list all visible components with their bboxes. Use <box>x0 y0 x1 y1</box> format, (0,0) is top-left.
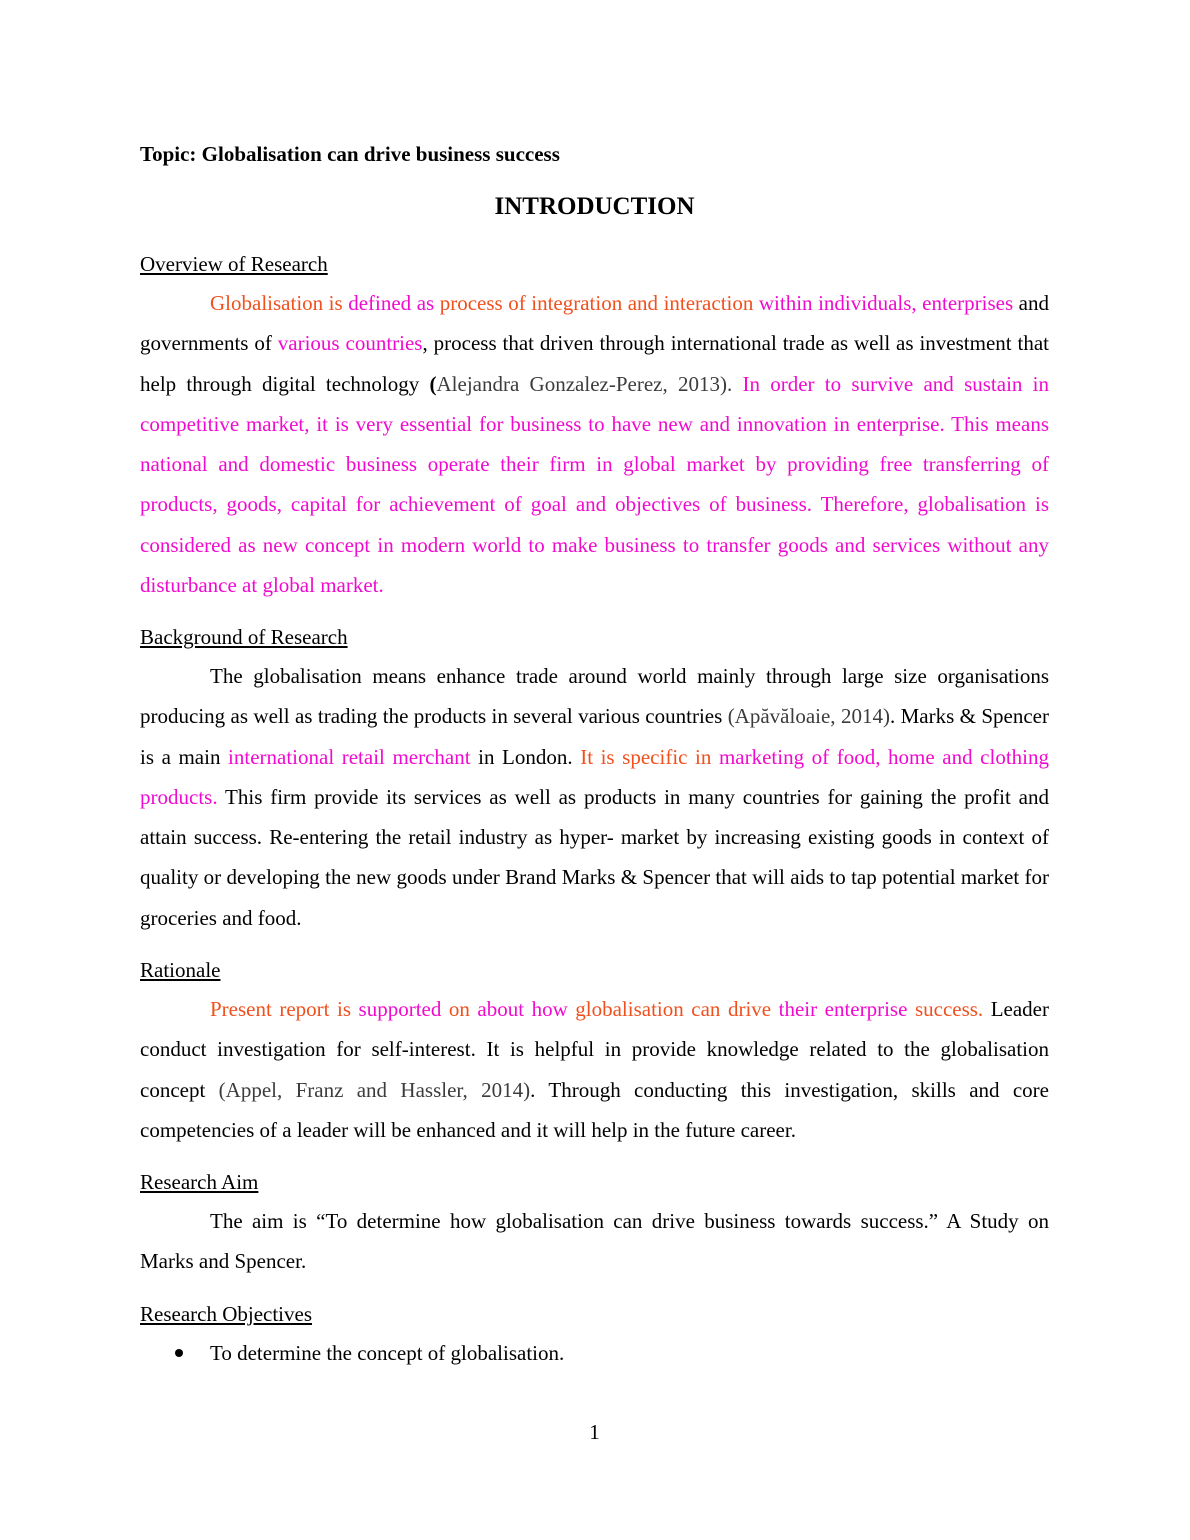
citation: (Apăvăloaie, 2014) <box>727 704 890 729</box>
text-run: Globalisation is <box>210 291 349 315</box>
text-run: . Through conducting this investigation, skills and core competencies of a leader will be enhanced and it will help in the future career. <box>140 1077 1050 1142</box>
text-run: in London. <box>470 744 581 769</box>
objectives-list <box>140 1339 1049 1367</box>
text-run: about how <box>477 997 576 1021</box>
text-run: , process that driven through international trade as well as investment that help through digital technology <box>140 331 1049 396</box>
text-run: In order to survive and sustain in competitive market, it is very essential for business to have new and innovation in enterprise. This means national and domestic business operate their firm in global market by providing free transferring of products, goods, capital for achievement of goal and objectives of business. Therefore, globalisation is considered as new concept in modern world to make business to transfer goods and services without any disturbance at global market. <box>140 371 1049 598</box>
rationale-heading: Rationale <box>140 958 221 982</box>
text-run: on <box>441 997 478 1021</box>
objectives-heading: Research Objectives <box>140 1302 313 1326</box>
background-paragraph <box>140 656 1049 938</box>
text-run: process of integration and interaction <box>439 291 759 315</box>
text-run: defined as <box>348 291 440 315</box>
overview-heading: Overview of Research <box>140 252 328 276</box>
text-run: supported <box>358 997 442 1021</box>
text-run: This firm provide its services as well as products in many countries for gaining the profit and attain success. Re-entering the retail industry as hyper- market by increasing existing goods in context of quality or developing the new goods under Brand Marks & Spencer that will aids to tap potential market for groceries and food. <box>140 784 1049 930</box>
text-run: Present report is <box>210 997 359 1021</box>
citation: (Appel, Franz and Hassler, 2014) <box>218 1077 531 1102</box>
text-run: and governments of <box>140 291 1049 356</box>
text-run: marketing of food, home and clothing products. <box>140 744 1049 809</box>
page-number: 1 <box>589 1420 600 1444</box>
citation: Alejandra Gonzalez-Perez, 2013). <box>436 371 733 396</box>
text-run: globalisation can drive <box>575 997 779 1021</box>
text-run: It is specific in <box>580 744 719 769</box>
topic-line: Topic: Globalisation can drive business success <box>140 142 560 166</box>
text-run <box>732 372 742 396</box>
rationale-paragraph <box>140 989 1049 1150</box>
text-run: . Marks & Spencer is a main <box>140 704 1049 769</box>
text-run: their enterprise <box>778 997 915 1021</box>
list-item <box>140 1339 1049 1367</box>
text-run: international retail merchant <box>228 744 471 769</box>
text-run: various countries <box>277 331 423 356</box>
bullet-icon <box>175 1349 183 1357</box>
text-run: The globalisation means enhance trade around world mainly through large size organisations producing as well as trading the products in several various countries <box>140 664 1049 729</box>
page-title: INTRODUCTION <box>494 193 695 220</box>
overview-paragraph <box>140 283 1049 605</box>
document-page <box>140 0 1049 1540</box>
background-heading: Background of Research <box>140 625 348 649</box>
text-run: ( <box>429 371 437 396</box>
aim-heading: Research Aim <box>140 1170 259 1194</box>
text-run: success. <box>914 997 984 1021</box>
text-run: Leader conduct investigation for self-interest. It is helpful in provide knowledge related to the globalisation concept <box>140 997 1049 1102</box>
objective-text: To determine the concept of globalisation. <box>210 1341 565 1365</box>
aim-paragraph: The aim is “To determine how globalisation can drive business towards success.” A Study on Marks and Spencer. <box>140 1209 1049 1274</box>
text-run: within individuals, enterprises <box>758 291 1014 315</box>
